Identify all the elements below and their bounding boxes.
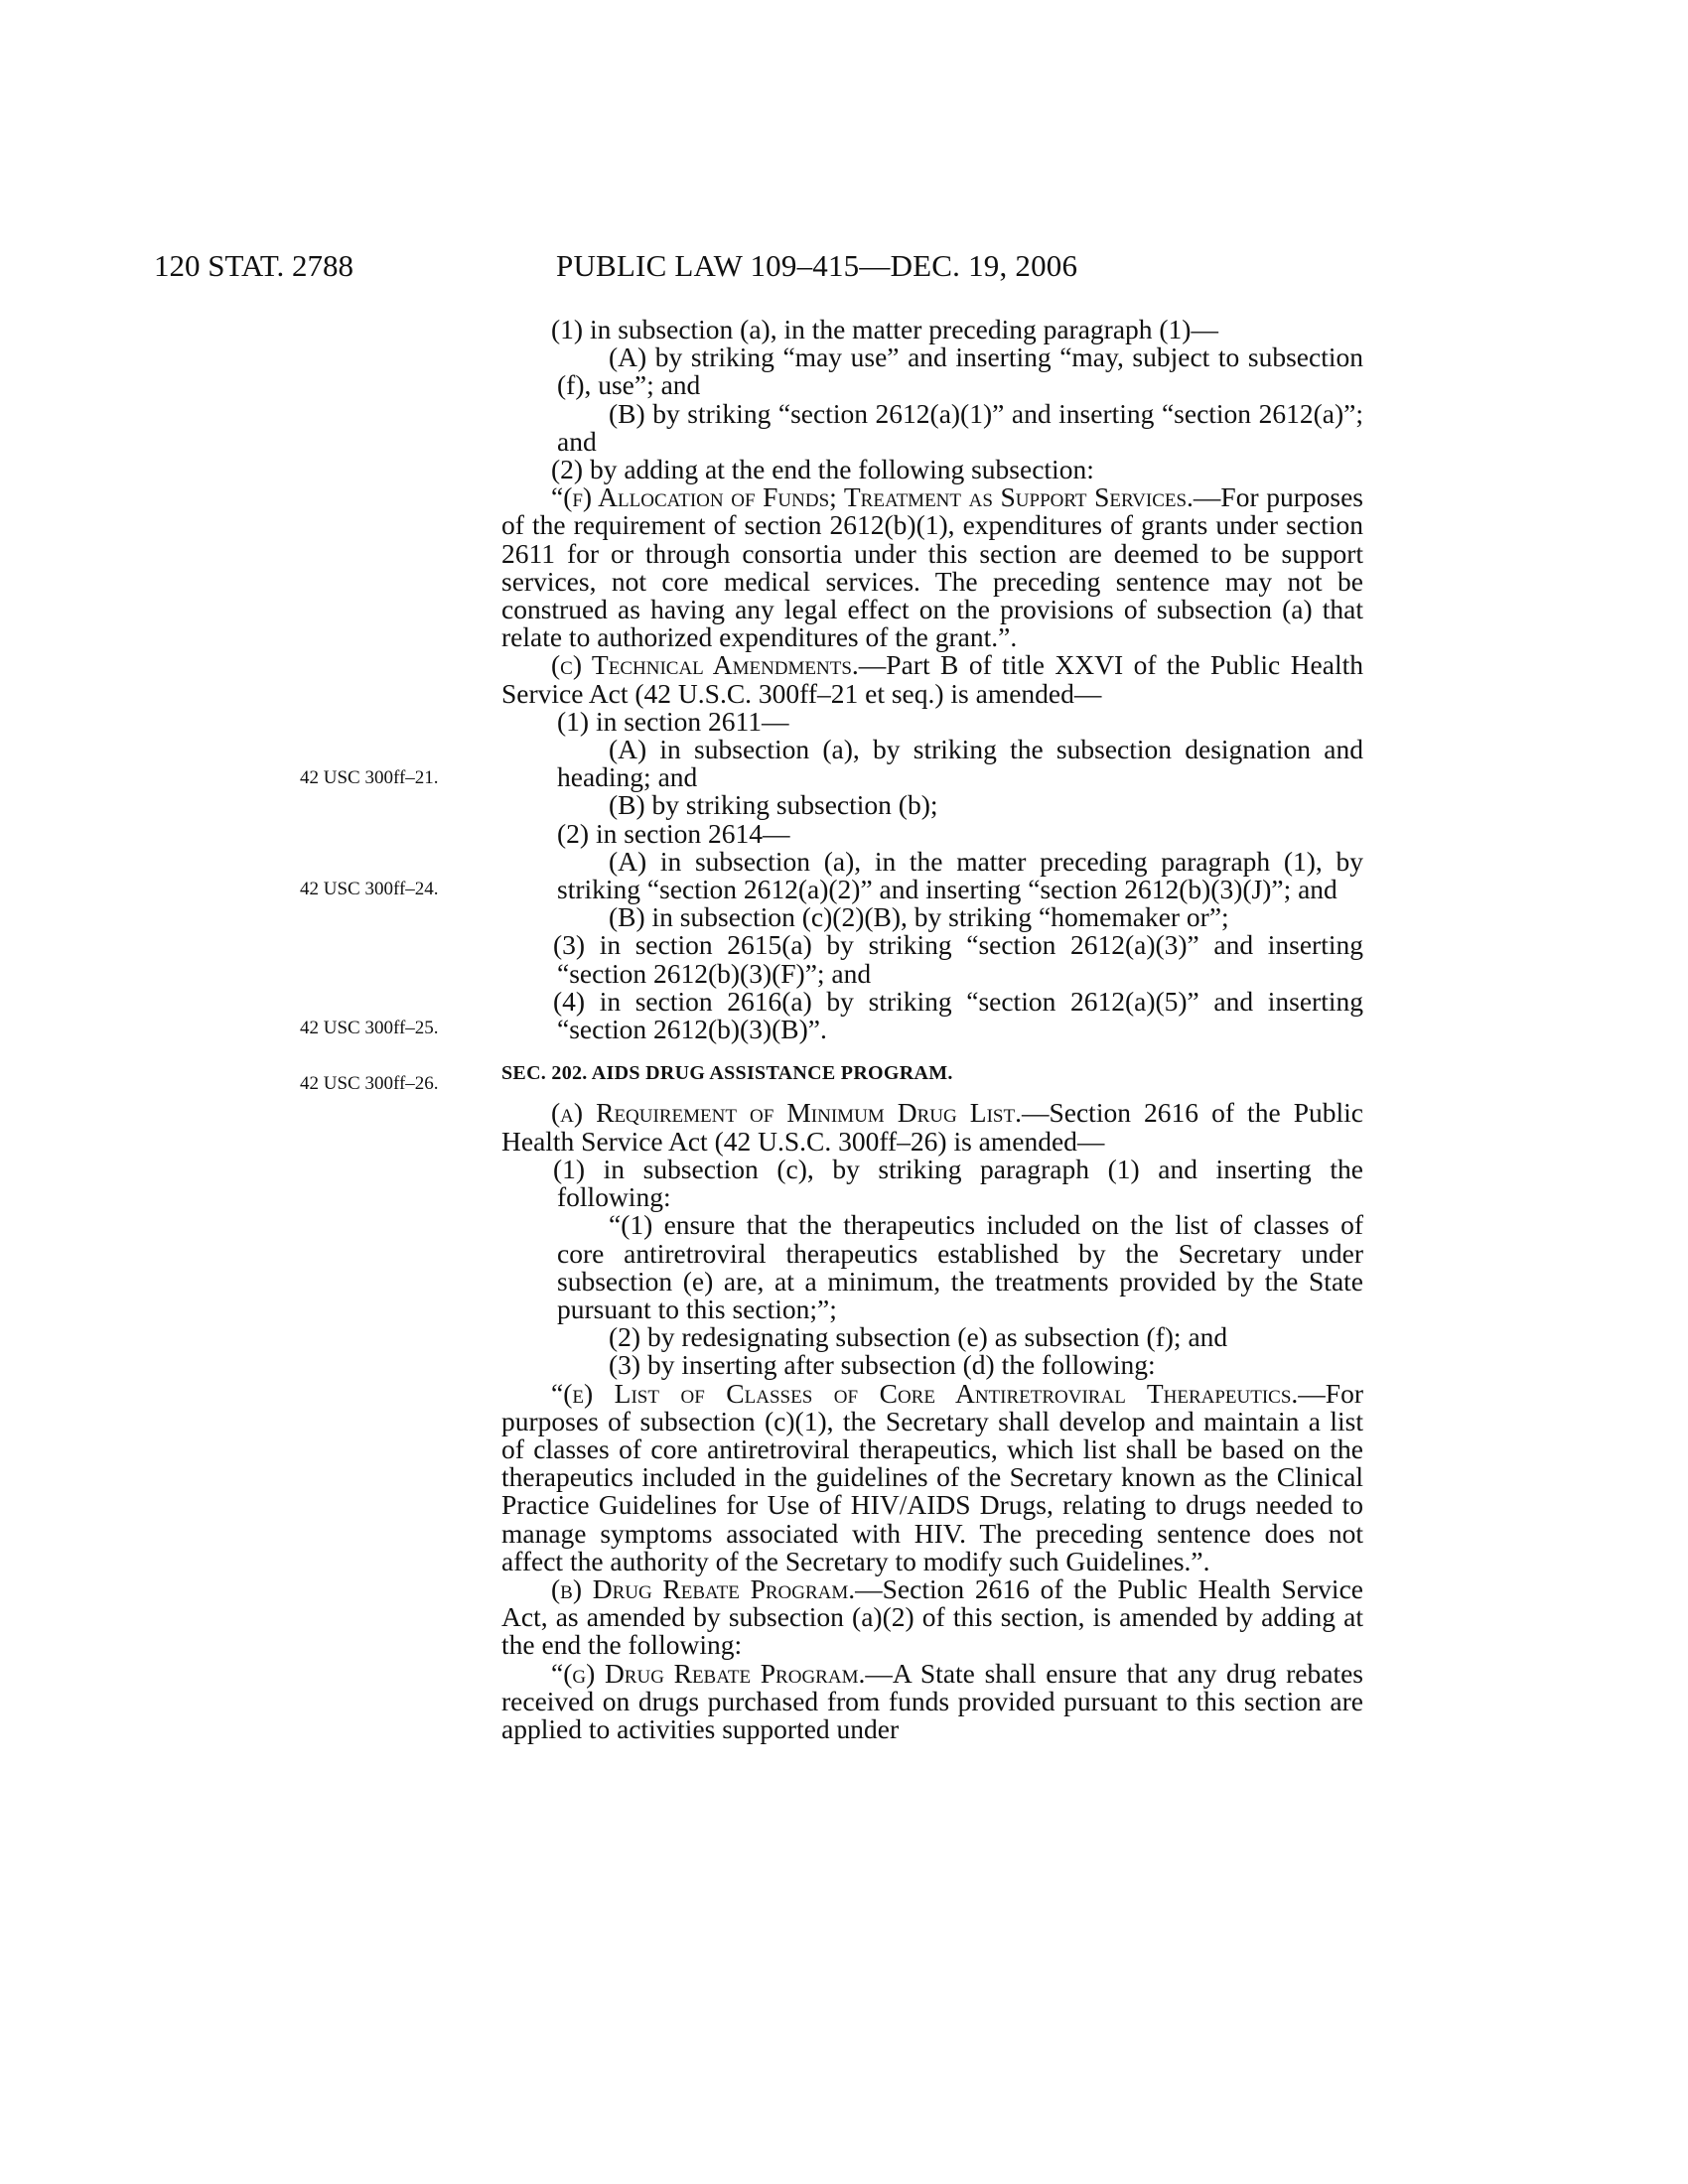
paragraph-2: (2) by adding at the end the following subsection: [551, 454, 1094, 485]
paragraph-c4: (4) in section 2616(a) by striking “section 2612(a)(5)” and inserting “section 2612(b)(3)(B)”. [553, 985, 1363, 1045]
subsection-g [501, 1657, 1363, 1744]
document-body [501, 316, 1363, 1743]
paragraph-c1: (1) in section 2611— [557, 705, 789, 737]
subsection-a-heading: (a) Requirement of Minimum Drug List. [551, 1097, 1022, 1129]
subsection-b [501, 1572, 1363, 1661]
paragraph-c1B: (B) by striking subsection (b); [609, 789, 938, 821]
subsection-g-text: —A State shall ensure that any drug rebates received on drugs purchased from funds provided pursuant to this section are applied to activities supported under [501, 1657, 1363, 1744]
paragraph-c2A: (A) in subsection (a), in the matter preceding paragraph (1), by striking “section 2612(a)(2)” and inserting “section 2612(b)(3)(J)”; and [557, 845, 1363, 905]
subsection-c [501, 651, 1363, 707]
paragraph-1B: (B) by striking “section 2612(a)(1)” and inserting “section 2612(a)”; and [557, 397, 1363, 457]
subsection-a-text: —Section 2616 of the Public Health Service Act (42 U.S.C. 300ff–26) is amended— [501, 1097, 1363, 1157]
paragraph-c1A: (A) in subsection (a), by striking the subsection designation and heading; and [557, 734, 1363, 793]
paragraph-c2: (2) in section 2614— [557, 817, 790, 849]
paragraph-a3: (3) by inserting after subsection (d) the following: [609, 1349, 1156, 1381]
subsection-b-text: —Section 2616 of the Public Health Service Act, as amended by subsection (a)(2) of this section, is amended by adding at the end the following: [501, 1572, 1363, 1661]
margin-note-300ff-25: 42 USC 300ff–25. [300, 1018, 439, 1038]
subsection-b-heading: (b) Drug Rebate Program. [551, 1572, 856, 1604]
subsection-c-text: —Part B of title XXVI of the Public Health Service Act (42 U.S.C. 300ff–21 et seq.) is amended— [501, 649, 1363, 709]
paragraph-c3: (3) in section 2615(a) by striking “section 2612(a)(3)” and inserting “section 2612(b)(3)(F)”; and [553, 929, 1363, 989]
quoted-paragraph-1: “(1) ensure that the therapeutics included on the list of classes of core antiretroviral therapeutics established by the Secretary under subsection (e) are, at a minimum, the treatments provided by the State pursuant to this section;”; [557, 1209, 1363, 1324]
margin-note-300ff-21: 42 USC 300ff–21. [300, 767, 439, 788]
subsection-e-text: —For purposes of subsection (c)(1), the Secretary shall develop and maintain a list of classes of core antiretroviral therapeutics, which list shall be based on the therapeutics included in the guidelines of the Secretary known as the Clinical Practice Guidelines for Use of HIV/AIDS Drugs, relating to drugs needed to manage symptoms associated with HIV. The preceding sentence does not affect the authority of the Secretary to modify such Guidelines.”. [501, 1377, 1363, 1576]
subsection-g-heading: “(g) Drug Rebate Program. [551, 1657, 866, 1689]
subsection-f [501, 483, 1363, 651]
paragraph-a2: (2) by redesignating subsection (e) as subsection (f); and [609, 1321, 1228, 1353]
subsection-a [501, 1099, 1363, 1155]
margin-note-300ff-24: 42 USC 300ff–24. [300, 879, 439, 899]
paragraph-c2B: (B) in subsection (c)(2)(B), by striking “homemaker or”; [609, 901, 1229, 933]
statute-page-number: 120 STAT. 2788 [154, 248, 354, 283]
subsection-f-text: —For purposes of the requirement of section 2612(b)(1), expenditures of grants under section 2611 for or through consortia under this section are deemed to be support services, not core medical services. The preceding sentence may not be construed as having any legal effect on the provisions of subsection (a) that relate to authorized expenditures of the grant.”. [501, 481, 1363, 653]
subsection-f-heading: “(f) Allocation of Funds; Treatment as Support Services. [551, 481, 1194, 513]
subsection-c-heading: (c) Technical Amendments. [551, 649, 859, 681]
running-title: PUBLIC LAW 109–415—DEC. 19, 2006 [556, 248, 1078, 283]
subsection-e-heading: “(e) List of Classes of Core Antiretroviral Therapeutics. [551, 1377, 1299, 1409]
paragraph-1A: (A) by striking “may use” and inserting “may, subject to subsection (f), use”; and [557, 341, 1363, 401]
section-202-heading: SEC. 202. AIDS DRUG ASSISTANCE PROGRAM. [501, 1062, 953, 1085]
margin-note-300ff-26: 42 USC 300ff–26. [300, 1073, 439, 1094]
paragraph-a1: (1) in subsection (c), by striking paragraph (1) and inserting the following: [553, 1153, 1363, 1213]
paragraph-1: (1) in subsection (a), in the matter preceding paragraph (1)— [551, 314, 1218, 344]
subsection-e [501, 1377, 1363, 1576]
